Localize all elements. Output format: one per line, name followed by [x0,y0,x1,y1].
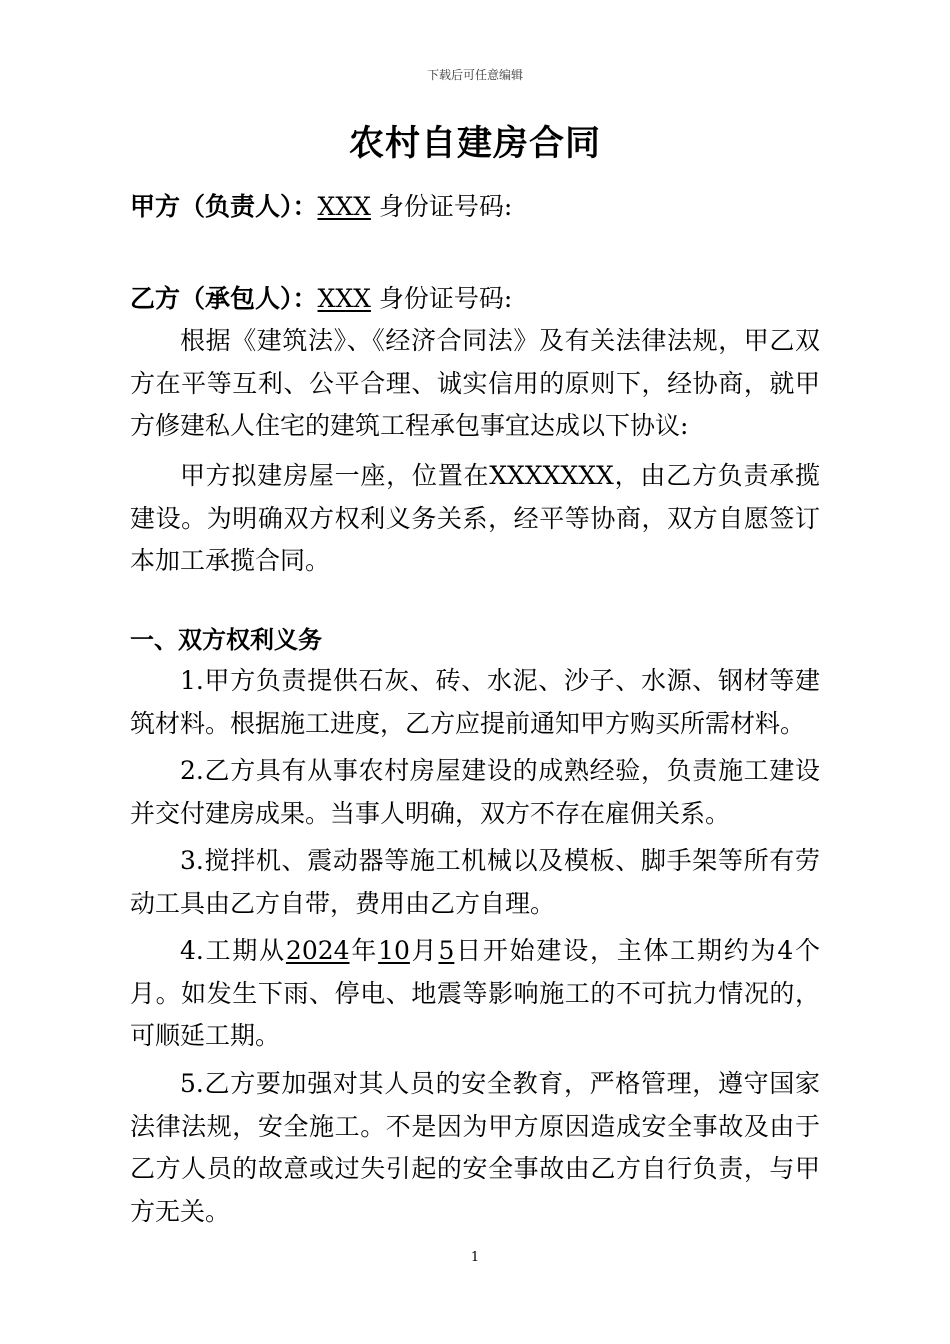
start-year: 2024 [285,936,350,965]
clause-4 [130,930,820,1058]
section-heading: 一、双方权利义务 [130,626,322,654]
party-b-line [130,284,512,314]
header-note: 下载后可任意编辑 [426,68,523,82]
party-a-label: 甲方（负责人）： [130,192,318,221]
clause-1: 1.甲方负责提供石灰、砖、水泥、沙子、水源、钢材等建筑材料。根据施工进度，乙方应提前通知甲方购买所需材料。 [130,666,820,738]
party-a-name: XXX [317,192,371,221]
party-b-id-label: 身份证号码: [378,284,513,313]
start-month: 10 [378,936,410,965]
clause-4-prefix: 4.工期从 [180,936,286,965]
clause-4-rest: 日开始建设，主体工期约为4个月。如发生下雨、停电、地震等影响施工的不可抗力情况的，可顺延工期。 [130,936,820,1050]
month-unit: 月 [409,936,439,965]
clause-3: 3.搅拌机、震动器等施工机械以及模板、脚手架等所有劳动工具由乙方自带，费用由乙方自理。 [130,846,820,918]
intro-paragraph-2: 甲方拟建房屋一座，位置在XXXXXXX，由乙方负责承揽建设。为明确双方权利义务关系，经平等协商，双方自愿签订本加工承揽合同。 [130,461,820,575]
clause-5: 5.乙方要加强对其人员的安全教育，严格管理，遵守国家法律法规，安全施工。不是因为甲方原因造成安全事故及由于乙方人员的故意或过失引起的安全事故由乙方自行负责，与甲方无关。 [130,1069,820,1226]
page-number: 1 [470,1250,480,1265]
clause-2: 2.乙方具有从事农村房屋建设的成熟经验，负责施工建设并交付建房成果。当事人明确，双方不存在雇佣关系。 [130,756,820,828]
intro-paragraph-1: 根据《建筑法》、《经济合同法》及有关法律法规，甲乙双方在平等互利、公平合理、诚实信用的原则下，经协商，就甲方修建私人住宅的建筑工程承包事宜达成以下协议: [130,326,820,440]
party-b-name: XXX [317,284,371,313]
party-b-label: 乙方（承包人）： [130,284,318,313]
year-unit: 年 [349,936,379,965]
party-a-line [130,192,512,222]
start-day: 5 [438,936,455,965]
party-a-id-label: 身份证号码: [378,192,513,221]
document-title: 农村自建房合同 [348,124,601,164]
